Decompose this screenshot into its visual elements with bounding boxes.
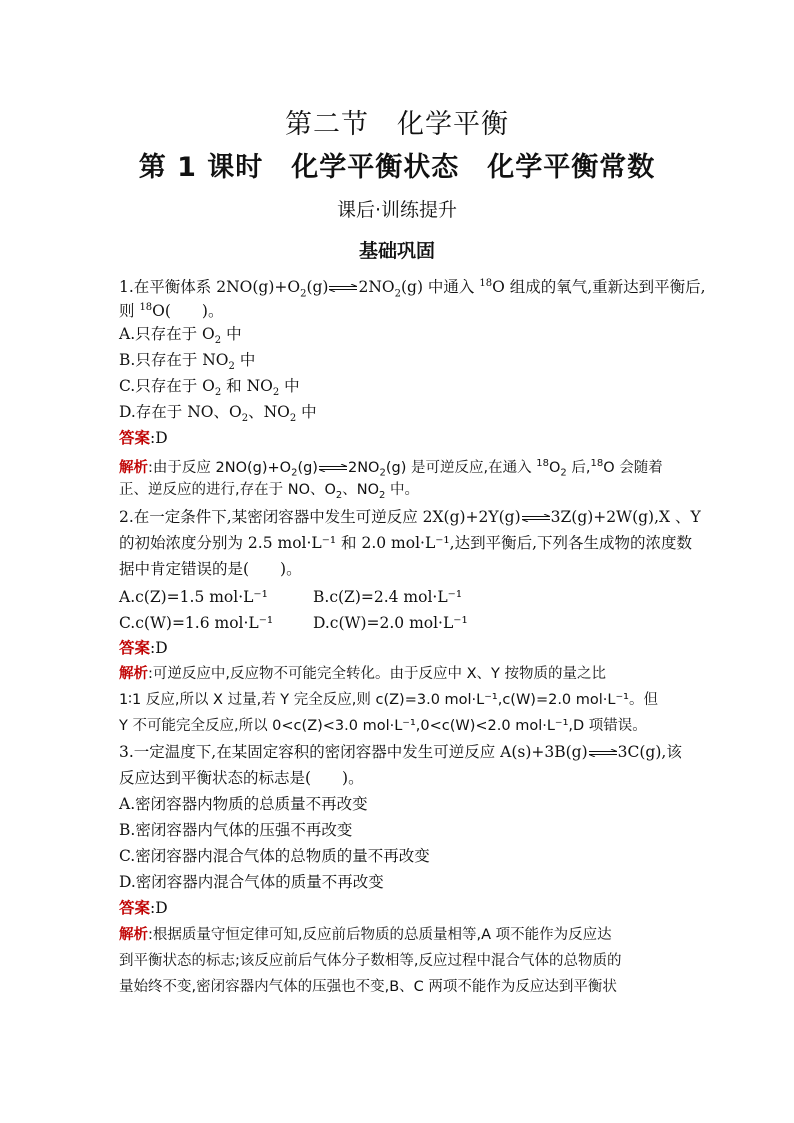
q1-option-b: B.只存在于 $NO_2$ 中 [119, 351, 256, 373]
q2-option-c: C.c(W)=1.6 mol·L⁻¹ [119, 614, 274, 632]
part-title: 基础巩固 [358, 240, 435, 262]
q3-option-b: B.密闭容器内气体的压强不再改变 [119, 821, 353, 839]
q3-option-a: A.密闭容器内物质的总质量不再改变 [119, 795, 368, 813]
q3-stem-line2: 反应达到平衡状态的标志是( )。 [119, 769, 364, 787]
q2-explanation-line3: Y 不可能完全反应,所以 0<c(Z)<3.0 mol·L⁻¹,0<c(W)<2.0 mol·L⁻¹,D 项错误。 [119, 718, 647, 734]
q3-option-d: D.密闭容器内混合气体的质量不再改变 [119, 873, 384, 891]
q2-stem-line1: 2.在一定条件下,某密闭容器中发生可逆反应 2X(g)+2Y(g) 3Z(g)+2W(g),X 、Y [119, 508, 701, 526]
q3-explanation-line2: 到平衡状态的标志;该反应前后气体分子数相等,反应过程中混合气体的总物质的 [119, 953, 622, 969]
q1-explanation-line2: 正、逆反应的进行,存在于 NO、$O_2$、$NO_2$ 中。 [119, 482, 420, 501]
q2-explanation-line2: 1∶1 反应,所以 X 过量,若 Y 完全反应,则 c(Z)=3.0 mol·L⁻¹,c(W)=2.0 mol·L⁻¹。但 [119, 692, 658, 708]
q3-answer: 答案:D [119, 898, 168, 917]
q1-answer: 答案:D [119, 428, 168, 447]
q1-option-d: D.存在于 NO、$O_2$、$NO_2$ 中 [119, 403, 317, 425]
section-title: 第二节 化学平衡 [285, 109, 509, 140]
q3-explanation-line1: 解析:根据质量守恒定律可知,反应前后物质的总质量相等,A 项不能作为反应达 [119, 927, 612, 943]
q1-explanation-line1: 解析:由于反应 $2NO(g)+O_2(g)$ $2NO_2(g)$ 是可逆反应,在通入 $^{18}O_2$ 后,$^{18}$O 会随着 [119, 458, 663, 479]
q2-option-d: D.c(W)=2.0 mol·L⁻¹ [313, 614, 468, 632]
q1-option-c: C.只存在于 $O_2$ 和 $NO_2$ 中 [119, 377, 300, 399]
q3-explanation-line3: 量始终不变,密闭容器内气体的压强也不变,B、C 两项不能作为反应达到平衡状 [119, 979, 617, 995]
q1-stem-line1: 1.在平衡体系 $2NO(g)+O_2(g)$ $2NO_2(g)$ 中通入 $^{18}$O 组成的氧气,重新达到平衡后, [119, 278, 706, 300]
equilibrium-arrow-icon [319, 464, 347, 472]
lesson-title: 第 1 课时 化学平衡状态 化学平衡常数 [138, 152, 656, 183]
q1-stem-line2: 则 $^{18}$O( )。 [119, 302, 224, 321]
q1-option-a: A.只存在于 $O_2$ 中 [119, 325, 242, 347]
q2-option-a: A.c(Z)=1.5 mol·L⁻¹ [119, 588, 268, 606]
equilibrium-arrow-icon [589, 749, 617, 757]
q2-answer: 答案:D [119, 638, 168, 657]
equilibrium-arrow-icon [329, 284, 357, 292]
q3-stem-line1: 3.一定温度下,在某固定容积的密闭容器中发生可逆反应 A(s)+3B(g) 3C(g),该 [119, 743, 682, 761]
q2-stem-line3: 据中肯定错误的是( )。 [119, 560, 302, 578]
q3-option-c: C.密闭容器内混合气体的总物质的量不再改变 [119, 847, 430, 865]
subtitle: 课后·训练提升 [336, 199, 458, 221]
q2-option-b: B.c(Z)=2.4 mol·L⁻¹ [313, 588, 463, 606]
q2-explanation-line1: 解析:可逆反应中,反应物不可能完全转化。由于反应中 X、Y 按物质的量之比 [119, 666, 607, 682]
q2-stem-line2: 的初始浓度分别为 2.5 mol·L⁻¹ 和 2.0 mol·L⁻¹,达到平衡后,下列各生成物的浓度数 [119, 534, 692, 552]
equilibrium-arrow-icon [522, 514, 550, 522]
